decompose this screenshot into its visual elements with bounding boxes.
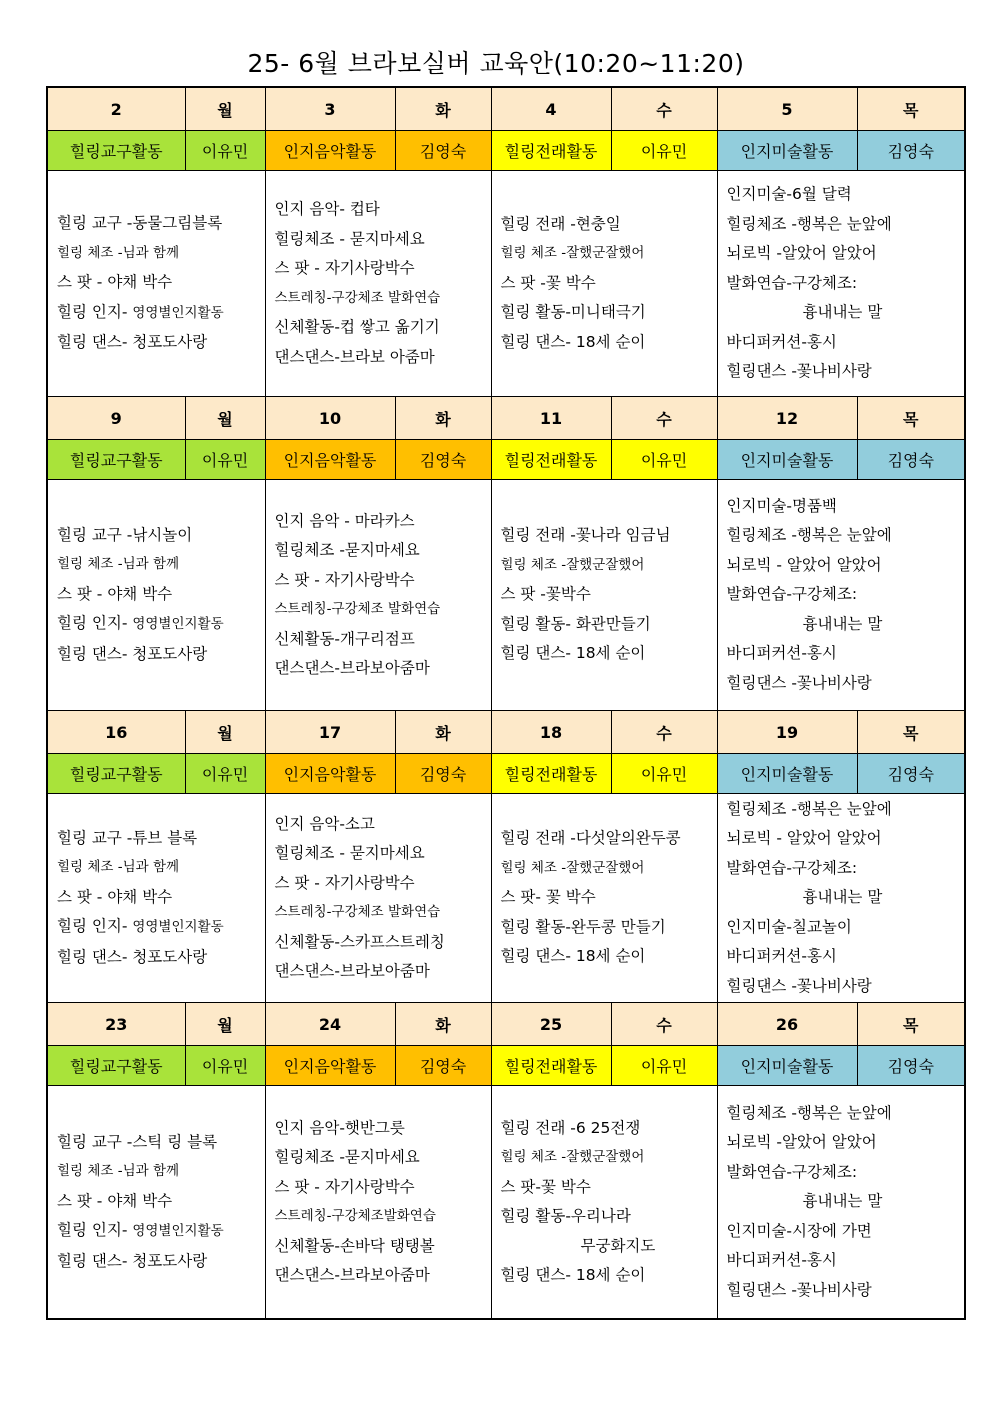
content-line: 발화연습-구강체조: [726, 1162, 858, 1181]
content-line: 힐링 체조 -잘했군잘했어 [500, 859, 645, 876]
content-line: 힐링 인지- 영영별인지활동 [57, 614, 224, 633]
activity-row [47, 1046, 965, 1086]
content-line: 힐링 인지- 영영별인지활동 [57, 1221, 224, 1240]
content-line: 댄스댄스-브라보 아줌마 [274, 347, 435, 366]
activity-cell: 인지음악활동 [265, 754, 395, 794]
date-cell: 19 [717, 711, 857, 754]
content-line: 힐링 교구 -동물그림블록 [57, 214, 223, 233]
content-cell [47, 480, 265, 711]
content-line: 힐링 체조 -잘했군잘했어 [500, 1149, 645, 1165]
content-line-small: 영영별인지활동 [132, 304, 224, 321]
content-line: 힐링 댄스- 청포도사랑 [57, 947, 208, 966]
content-line: 흉내내는 말 [802, 1192, 883, 1211]
content-line: 흉내내는 말 [802, 614, 883, 633]
activity-row [47, 754, 965, 794]
date-cell: 26 [717, 1003, 857, 1046]
content-line: 힐링 댄스- 18세 순이 [500, 332, 646, 351]
date-row [47, 397, 965, 440]
teacher-cell: 김영숙 [857, 131, 965, 171]
content-line: 힐링 체조 -잘했군잘했어 [500, 245, 645, 262]
activity-cell: 인지음악활동 [265, 440, 395, 480]
content-row [47, 794, 965, 1003]
content-line: 힐링체조 -행복은 눈앞에 [726, 526, 892, 545]
content-line: 힐링 전래 -다섯알의완두콩 [500, 829, 681, 848]
content-line: 힐링체조 -묻지마세요 [274, 541, 420, 559]
schedule-body [47, 87, 965, 1319]
activity-cell: 힐링교구활동 [47, 754, 185, 794]
content-line: 발화연습-구강체조: [726, 858, 858, 877]
content-cell [717, 794, 965, 1003]
content-line-small: 영영별인지활동 [132, 616, 224, 633]
page-title: 25- 6월 브라보실버 교육안(10:20~11:20) [247, 49, 745, 78]
content-line: 힐링 전래 -현충일 [500, 214, 621, 233]
content-cell [265, 1086, 491, 1320]
date-cell: 4 [491, 87, 611, 131]
content-line: 뇌로빅 - 알았어 알았어 [726, 555, 882, 574]
content-line: 흉내내는 말 [802, 303, 883, 322]
date-cell: 16 [47, 711, 185, 754]
content-line: 인지 음악-햇반그릇 [274, 1118, 405, 1137]
content-line: 스 팟 - 자기사랑박수 [274, 1177, 415, 1196]
content-cell [265, 480, 491, 711]
weekday-cell: 월 [185, 87, 265, 131]
teacher-cell: 이유민 [611, 440, 717, 480]
teacher-cell: 김영숙 [857, 1046, 965, 1086]
teacher-cell: 이유민 [185, 754, 265, 794]
activity-cell: 힐링전래활동 [491, 131, 611, 171]
content-line: 힐링 인지- 영영별인지활동 [57, 917, 224, 936]
content-line: 댄스댄스-브라보아줌마 [274, 962, 430, 980]
content-line: 힐링 활동-우리나라 [500, 1207, 631, 1225]
weekday-cell: 화 [395, 87, 491, 131]
weekday-cell: 수 [611, 711, 717, 754]
date-cell: 25 [491, 1003, 611, 1046]
content-line: 댄스댄스-브라보아줌마 [274, 1266, 430, 1284]
weekday-cell: 목 [857, 87, 965, 131]
content-line: 스 팟 -꽃 박수 [500, 273, 596, 292]
content-line: 뇌로빅 - 알았어 알았어 [726, 829, 882, 848]
activity-cell: 힐링전래활동 [491, 754, 611, 794]
teacher-cell: 이유민 [611, 131, 717, 171]
content-line: 힐링 댄스- 18세 순이 [500, 1266, 646, 1284]
activity-cell: 인지음악활동 [265, 131, 395, 171]
content-line: 바디퍼커션-홍시 [726, 644, 837, 663]
teacher-cell: 이유민 [185, 1046, 265, 1086]
content-cell [265, 171, 491, 397]
content-line: 스 팟 -꽃박수 [500, 585, 591, 604]
date-cell: 24 [265, 1003, 395, 1046]
content-line: 힐링 교구 -튜브 블록 [57, 828, 198, 847]
weekday-cell: 수 [611, 87, 717, 131]
content-cell [491, 480, 717, 711]
date-cell: 9 [47, 397, 185, 440]
content-line: 힐링 댄스- 청포도사랑 [57, 1251, 208, 1270]
content-line: 힐링댄스 -꽃나비사랑 [726, 976, 872, 995]
content-line: 스트레칭-구강체조발화연습 [274, 1208, 436, 1224]
teacher-cell: 김영숙 [395, 440, 491, 480]
weekday-cell: 월 [185, 711, 265, 754]
content-cell [717, 480, 965, 711]
content-line: 인지미술-명품백 [726, 496, 837, 515]
content-cell [265, 794, 491, 1003]
content-line: 힐링 교구 -스틱 링 블록 [57, 1132, 218, 1151]
content-line: 힐링 댄스- 18세 순이 [500, 947, 646, 966]
date-cell: 10 [265, 397, 395, 440]
content-row [47, 171, 965, 397]
content-line: 스 팟 - 야채 박수 [57, 584, 173, 603]
content-line: 힐링 교구 -낚시놀이 [57, 525, 193, 544]
content-line: 신체활동-컵 쌓고 옮기기 [274, 318, 440, 336]
weekday-cell: 수 [611, 1003, 717, 1046]
activity-cell: 인지미술활동 [717, 754, 857, 794]
activity-row [47, 131, 965, 171]
content-line: 스 팟 - 자기사랑박수 [274, 259, 415, 277]
weekday-cell: 목 [857, 397, 965, 440]
weekday-cell: 화 [395, 1003, 491, 1046]
content-line: 뇌로빅 -알았어 알았어 [726, 1133, 877, 1152]
content-line: 스 팟 - 자기사랑박수 [274, 570, 415, 589]
activity-cell: 힐링교구활동 [47, 131, 185, 171]
content-line: 힐링체조 -행복은 눈앞에 [726, 214, 892, 233]
content-line: 발화연습-구강체조: [726, 273, 858, 292]
content-line: 인지미술-6월 달력 [726, 185, 852, 204]
activity-cell: 인지미술활동 [717, 1046, 857, 1086]
activity-cell: 인지미술활동 [717, 131, 857, 171]
activity-cell: 인지음악활동 [265, 1046, 395, 1086]
content-line: 바디퍼커션-홍시 [726, 1251, 837, 1270]
date-row [47, 87, 965, 131]
date-row [47, 1003, 965, 1046]
weekday-cell: 목 [857, 711, 965, 754]
content-line: 인지 음악 - 마라카스 [274, 511, 415, 530]
activity-cell: 힐링전래활동 [491, 440, 611, 480]
content-line: 발화연습-구강체조: [726, 585, 858, 604]
teacher-cell: 김영숙 [395, 754, 491, 794]
content-cell [47, 1086, 265, 1320]
date-cell: 18 [491, 711, 611, 754]
content-line: 힐링 체조 -님과 함께 [57, 244, 180, 261]
content-line: 힐링체조 - 묻지마세요 [274, 844, 425, 862]
content-line: 스 팟-꽃 박수 [500, 1177, 591, 1196]
content-line: 힐링 활동-미니태극기 [500, 303, 646, 322]
activity-cell: 힐링교구활동 [47, 440, 185, 480]
content-line: 힐링 체조 -님과 함께 [57, 1163, 180, 1180]
activity-cell: 힐링전래활동 [491, 1046, 611, 1086]
teacher-cell: 이유민 [611, 1046, 717, 1086]
content-line: 힐링댄스 -꽃나비사랑 [726, 1280, 872, 1299]
content-line: 인지 음악- 컵타 [274, 200, 380, 218]
content-line: 스트레칭-구강체조 발화연습 [274, 601, 441, 617]
weekday-cell: 화 [395, 397, 491, 440]
content-line: 흉내내는 말 [802, 888, 883, 907]
content-line: 힐링댄스 -꽃나비사랑 [726, 673, 872, 692]
schedule-table [46, 86, 966, 1320]
content-row [47, 480, 965, 711]
content-line-small: 영영별인지활동 [132, 919, 224, 936]
content-line: 바디퍼커션-홍시 [726, 332, 837, 351]
content-line: 스 팟 - 야채 박수 [57, 273, 173, 292]
date-cell: 3 [265, 87, 395, 131]
teacher-cell: 김영숙 [395, 1046, 491, 1086]
content-line: 힐링 체조 -잘했군잘했어 [500, 556, 645, 573]
content-line: 힐링체조 - 묻지마세요 [274, 229, 425, 248]
date-cell: 12 [717, 397, 857, 440]
content-line: 인지미술-칠교놀이 [726, 917, 852, 936]
content-line: 힐링댄스 -꽃나비사랑 [726, 362, 872, 381]
content-line: 힐링 전래 -꽃나라 임금님 [500, 526, 671, 545]
content-line: 힐링체조 -행복은 눈앞에 [726, 1103, 892, 1122]
weekday-cell: 월 [185, 397, 265, 440]
teacher-cell: 김영숙 [857, 440, 965, 480]
content-line: 스 팟 - 야채 박수 [57, 887, 173, 906]
content-line: 힐링 댄스- 청포도사랑 [57, 333, 208, 352]
content-line: 힐링 전래 -6 25전쟁 [500, 1118, 641, 1137]
date-cell: 23 [47, 1003, 185, 1046]
weekday-cell: 화 [395, 711, 491, 754]
content-cell [491, 171, 717, 397]
teacher-cell: 이유민 [185, 131, 265, 171]
content-line: 스트레칭-구강체조 발화연습 [274, 289, 441, 306]
date-row [47, 711, 965, 754]
content-line: 신체활동-개구리점프 [274, 629, 415, 648]
content-line: 힐링체조 -묻지마세요 [274, 1148, 420, 1166]
content-line: 무궁화지도 [580, 1236, 656, 1255]
content-line: 힐링 체조 -님과 함께 [57, 556, 180, 573]
content-line: 뇌로빅 -알았어 알았어 [726, 244, 877, 263]
content-line: 인지 음악-소고 [274, 814, 375, 833]
content-line: 신체활동-손바닥 탱탱볼 [274, 1236, 435, 1255]
weekday-cell: 월 [185, 1003, 265, 1046]
weekday-cell: 수 [611, 397, 717, 440]
content-row [47, 1086, 965, 1320]
content-cell [491, 794, 717, 1003]
content-line: 스 팟 - 자기사랑박수 [274, 873, 415, 892]
content-line: 힐링 체조 -님과 함께 [57, 859, 180, 876]
content-line: 바디퍼커션-홍시 [726, 947, 837, 966]
content-line: 스 팟 - 야채 박수 [57, 1191, 173, 1210]
date-cell: 5 [717, 87, 857, 131]
activity-cell: 인지미술활동 [717, 440, 857, 480]
content-cell [491, 1086, 717, 1320]
teacher-cell: 이유민 [185, 440, 265, 480]
content-line: 힐링 인지- 영영별인지활동 [57, 302, 224, 321]
content-line: 힐링체조 -행복은 눈앞에 [726, 799, 892, 818]
content-cell [717, 171, 965, 397]
teacher-cell: 김영숙 [395, 131, 491, 171]
content-line: 스트레칭-구강체조 발화연습 [274, 904, 441, 920]
content-line: 인지미술-시장에 가면 [726, 1221, 872, 1240]
content-cell [47, 171, 265, 397]
content-line: 댄스댄스-브라보아줌마 [274, 659, 430, 677]
activity-cell: 힐링교구활동 [47, 1046, 185, 1086]
teacher-cell: 이유민 [611, 754, 717, 794]
teacher-cell: 김영숙 [857, 754, 965, 794]
content-line: 스 팟- 꽃 박수 [500, 888, 596, 907]
date-cell: 17 [265, 711, 395, 754]
content-line: 힐링 활동- 화관만들기 [500, 614, 651, 633]
content-line: 힐링 댄스- 18세 순이 [500, 644, 646, 663]
content-line-small: 영영별인지활동 [132, 1223, 224, 1240]
date-cell: 2 [47, 87, 185, 131]
content-cell [47, 794, 265, 1003]
content-cell [717, 1086, 965, 1320]
content-line: 힐링 댄스- 청포도사랑 [57, 644, 208, 663]
date-cell: 11 [491, 397, 611, 440]
content-line: 힐링 활동-완두콩 만들기 [500, 917, 666, 936]
weekday-cell: 목 [857, 1003, 965, 1046]
activity-row [47, 440, 965, 480]
content-line: 신체활동-스카프스트레칭 [274, 932, 445, 951]
